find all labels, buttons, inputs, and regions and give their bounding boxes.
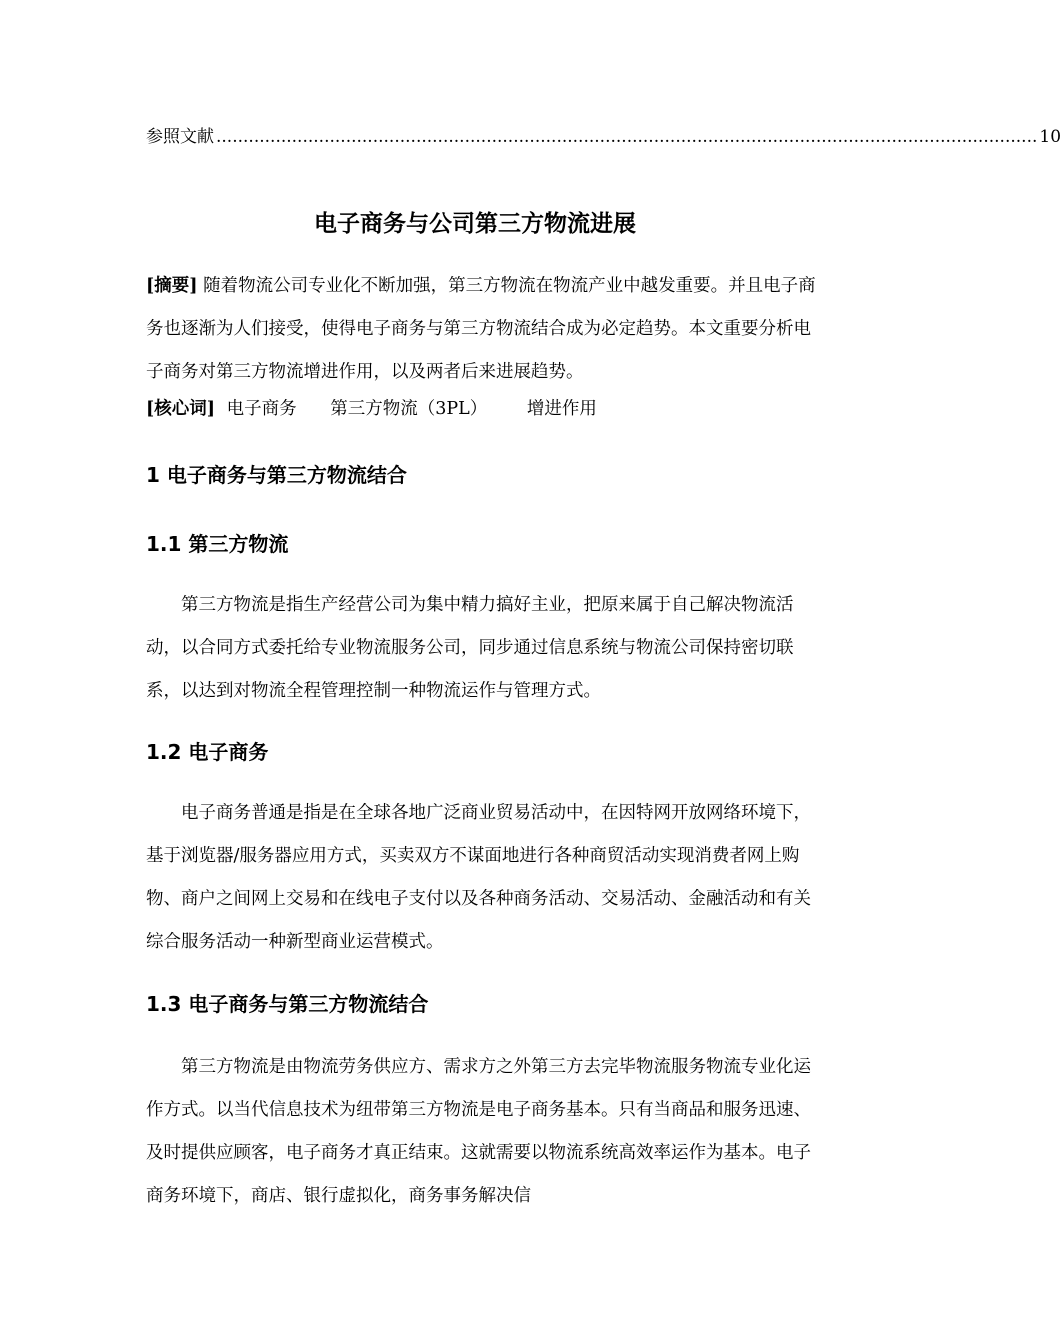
keyword-item: 电子商务 (226, 399, 297, 419)
keywords-line (146, 394, 816, 424)
abstract-tag: [摘要] (146, 276, 198, 296)
section-heading-1-2: 1.2 电子商务 (146, 740, 269, 764)
section-heading-1-1: 1.1 第三方物流 (146, 532, 289, 556)
document-title: 电子商务与公司第三方物流进展 (314, 211, 636, 237)
section-paragraph-1-3 (146, 1046, 816, 1218)
keywords-tag: [核心词] (146, 399, 216, 419)
section-heading-1-3: 1.3 电子商务与第三方物流结合 (146, 992, 429, 1016)
keyword-item: 第三方物流（3PL） (330, 399, 488, 419)
paragraph-text: 电子商务普通是指是在全球各地广泛商业贸易活动中，在因特网开放网络环境下，基于浏览器/服务器应用方式，买卖双方不谋面地进行各种商贸活动实现消费者网上购物、商户之间网上交易和在线电子支付以及各种商务活动、交易活动、金融活动和有关综合服务活动一种新型商业运营模式。 (146, 803, 811, 952)
paragraph-text: 第三方物流是由物流劳务供应方、需求方之外第三方去完毕物流服务物流专业化运作方式。以当代信息技术为纽带第三方物流是电子商务基本。只有当商品和服务迅速、及时提供应顾客，电子商务才真正结束。这就需要以物流系统高效率运作为基本。电子商务环境下，商店、银行虚拟化，商务事务解决信 (146, 1057, 811, 1206)
toc-leader-dots: ........................................................................................................................................................ (216, 127, 1038, 147)
abstract-block (146, 265, 816, 394)
toc-page-number: 10 (1039, 127, 1061, 147)
abstract-text: 随着物流公司专业化不断加强，第三方物流在物流产业中越发重要。并且电子商务也逐渐为人们接受，使得电子商务与第三方物流结合成为必定趋势。本文重要分析电子商务对第三方物流增进作用，以及两者后来进展趋势。 (146, 276, 816, 382)
section-heading-1: 1 电子商务与第三方物流结合 (146, 463, 407, 487)
keyword-item: 增进作用 (526, 399, 597, 419)
toc-label: 参照文献 (146, 127, 214, 147)
section-paragraph-1-1 (146, 584, 816, 713)
toc-entry-references[interactable] (146, 126, 1061, 148)
section-paragraph-1-2 (146, 792, 816, 964)
paragraph-text: 第三方物流是指生产经营公司为集中精力搞好主业，把原来属于自己解决物流活动，以合同方式委托给专业物流服务公司，同步通过信息系统与物流公司保持密切联系，以达到对物流全程管理控制一种物流运作与管理方式。 (146, 595, 794, 701)
